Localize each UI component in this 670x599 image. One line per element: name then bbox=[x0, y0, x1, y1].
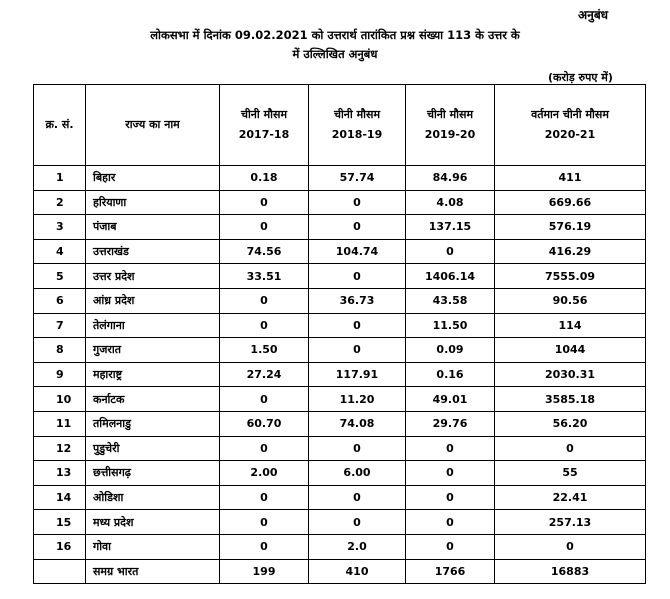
cell-state: बिहार bbox=[86, 166, 220, 191]
header-2018-19: चीनी मौसम 2018-19 bbox=[309, 85, 406, 166]
cell-value: 117.91 bbox=[309, 362, 406, 387]
table-row bbox=[34, 338, 646, 363]
cell-value: 114 bbox=[495, 313, 646, 338]
heading-line-1: लोकसभा में दिनांक 09.02.2021 को उत्तरार्थ तारांकित प्रश्न संख्या 113 के उत्तर के bbox=[150, 28, 520, 42]
cell-sno: 12 bbox=[34, 436, 86, 461]
table-row bbox=[34, 485, 646, 510]
cell-value: 576.19 bbox=[495, 215, 646, 240]
cell-value: 0 bbox=[406, 534, 495, 559]
heading-line-2: में उल्लिखित अनुबंध bbox=[292, 47, 378, 61]
cell-state: छत्तीसगढ़ bbox=[86, 461, 220, 486]
cell-state: कर्नाटक bbox=[86, 387, 220, 412]
cell-sno: 3 bbox=[34, 215, 86, 240]
cell-sno: 8 bbox=[34, 338, 86, 363]
cell-value: 0 bbox=[220, 534, 309, 559]
cell-value: 1044 bbox=[495, 338, 646, 363]
header-2019-20: चीनी मौसम 2019-20 bbox=[406, 85, 495, 166]
cell-sno: 5 bbox=[34, 264, 86, 289]
cell-value: 27.24 bbox=[220, 362, 309, 387]
cell-value: 0 bbox=[309, 215, 406, 240]
cell-total-value: 410 bbox=[309, 559, 406, 584]
cell-value: 0 bbox=[495, 436, 646, 461]
cell-state: पुडुचेरी bbox=[86, 436, 220, 461]
cell-value: 0 bbox=[220, 313, 309, 338]
cell-value: 0 bbox=[220, 436, 309, 461]
cell-state: आंध्र प्रदेश bbox=[86, 288, 220, 313]
table-row bbox=[34, 166, 646, 191]
cell-total-label: समग्र भारत bbox=[86, 559, 220, 584]
cell-value: 36.73 bbox=[309, 288, 406, 313]
table-row bbox=[34, 190, 646, 215]
header-state: राज्य का नाम bbox=[86, 85, 220, 166]
cell-value: 104.74 bbox=[309, 239, 406, 264]
cell-value: 2.0 bbox=[309, 534, 406, 559]
table-row bbox=[34, 534, 646, 559]
cell-state: मध्य प्रदेश bbox=[86, 510, 220, 535]
cell-value: 74.56 bbox=[220, 239, 309, 264]
cell-value: 7555.09 bbox=[495, 264, 646, 289]
cell-value: 0 bbox=[309, 510, 406, 535]
cell-value: 84.96 bbox=[406, 166, 495, 191]
cell-total-value: 199 bbox=[220, 559, 309, 584]
cell-value: 49.01 bbox=[406, 387, 495, 412]
table-row bbox=[34, 387, 646, 412]
cell-value: 29.76 bbox=[406, 411, 495, 436]
cell-value: 3585.18 bbox=[495, 387, 646, 412]
cell-sno: 7 bbox=[34, 313, 86, 338]
table-row bbox=[34, 362, 646, 387]
table-row bbox=[34, 461, 646, 486]
table-row bbox=[34, 436, 646, 461]
header-2017-18: चीनी मौसम 2017-18 bbox=[220, 85, 309, 166]
cell-sno: 4 bbox=[34, 239, 86, 264]
cell-value: 0 bbox=[220, 215, 309, 240]
cell-value: 257.13 bbox=[495, 510, 646, 535]
cell-value: 11.50 bbox=[406, 313, 495, 338]
cell-state: उत्तराखंड bbox=[86, 239, 220, 264]
cell-value: 0 bbox=[309, 264, 406, 289]
sugar-season-table bbox=[33, 84, 646, 584]
cell-state: तेलंगाना bbox=[86, 313, 220, 338]
cell-value: 60.70 bbox=[220, 411, 309, 436]
header-sno: क्र. सं. bbox=[34, 85, 86, 166]
cell-value: 0 bbox=[406, 436, 495, 461]
cell-value: 0 bbox=[406, 239, 495, 264]
document-heading bbox=[0, 26, 670, 64]
cell-value: 11.20 bbox=[309, 387, 406, 412]
cell-sno-empty bbox=[34, 559, 86, 584]
cell-value: 0 bbox=[309, 338, 406, 363]
cell-state: ओडिशा bbox=[86, 485, 220, 510]
cell-value: 416.29 bbox=[495, 239, 646, 264]
cell-state: पंजाब bbox=[86, 215, 220, 240]
cell-sno: 11 bbox=[34, 411, 86, 436]
total-row bbox=[34, 559, 646, 584]
cell-state: तमिलनाडु bbox=[86, 411, 220, 436]
cell-sno: 9 bbox=[34, 362, 86, 387]
table-row bbox=[34, 215, 646, 240]
cell-value: 74.08 bbox=[309, 411, 406, 436]
cell-value: 0 bbox=[406, 485, 495, 510]
table-row bbox=[34, 313, 646, 338]
cell-sno: 13 bbox=[34, 461, 86, 486]
table-row bbox=[34, 288, 646, 313]
cell-value: 0 bbox=[220, 288, 309, 313]
cell-sno: 10 bbox=[34, 387, 86, 412]
cell-value: 0 bbox=[220, 510, 309, 535]
cell-sno: 14 bbox=[34, 485, 86, 510]
cell-value: 0 bbox=[309, 436, 406, 461]
table-header-row bbox=[34, 85, 646, 166]
cell-value: 0.09 bbox=[406, 338, 495, 363]
cell-value: 411 bbox=[495, 166, 646, 191]
cell-value: 0 bbox=[309, 190, 406, 215]
cell-value: 0 bbox=[406, 461, 495, 486]
cell-value: 56.20 bbox=[495, 411, 646, 436]
cell-value: 0 bbox=[406, 510, 495, 535]
cell-value: 137.15 bbox=[406, 215, 495, 240]
cell-sno: 16 bbox=[34, 534, 86, 559]
cell-sno: 6 bbox=[34, 288, 86, 313]
cell-value: 6.00 bbox=[309, 461, 406, 486]
cell-total-value: 16883 bbox=[495, 559, 646, 584]
cell-value: 0 bbox=[495, 534, 646, 559]
table-row bbox=[34, 411, 646, 436]
cell-value: 669.66 bbox=[495, 190, 646, 215]
cell-total-value: 1766 bbox=[406, 559, 495, 584]
cell-state: हरियाणा bbox=[86, 190, 220, 215]
cell-sno: 2 bbox=[34, 190, 86, 215]
cell-value: 90.56 bbox=[495, 288, 646, 313]
cell-state: उत्तर प्रदेश bbox=[86, 264, 220, 289]
cell-value: 0 bbox=[309, 485, 406, 510]
cell-value: 1.50 bbox=[220, 338, 309, 363]
cell-value: 2030.31 bbox=[495, 362, 646, 387]
cell-value: 33.51 bbox=[220, 264, 309, 289]
cell-value: 0 bbox=[220, 485, 309, 510]
cell-value: 55 bbox=[495, 461, 646, 486]
cell-value: 0.16 bbox=[406, 362, 495, 387]
cell-value: 0 bbox=[309, 313, 406, 338]
cell-state: गोवा bbox=[86, 534, 220, 559]
cell-value: 0 bbox=[220, 387, 309, 412]
cell-value: 0 bbox=[220, 190, 309, 215]
cell-value: 1406.14 bbox=[406, 264, 495, 289]
cell-value: 4.08 bbox=[406, 190, 495, 215]
cell-state: गुजरात bbox=[86, 338, 220, 363]
table-row bbox=[34, 264, 646, 289]
cell-value: 57.74 bbox=[309, 166, 406, 191]
cell-value: 0.18 bbox=[220, 166, 309, 191]
header-2020-21: वर्तमान चीनी मौसम 2020-21 bbox=[495, 85, 646, 166]
cell-value: 22.41 bbox=[495, 485, 646, 510]
annexure-label: अनुबंध bbox=[578, 8, 609, 22]
cell-value: 43.58 bbox=[406, 288, 495, 313]
cell-state: महाराष्ट्र bbox=[86, 362, 220, 387]
table-row bbox=[34, 239, 646, 264]
cell-value: 2.00 bbox=[220, 461, 309, 486]
cell-sno: 15 bbox=[34, 510, 86, 535]
cell-sno: 1 bbox=[34, 166, 86, 191]
table-row bbox=[34, 510, 646, 535]
unit-label: (करोड़ रुपए में) bbox=[548, 71, 613, 84]
